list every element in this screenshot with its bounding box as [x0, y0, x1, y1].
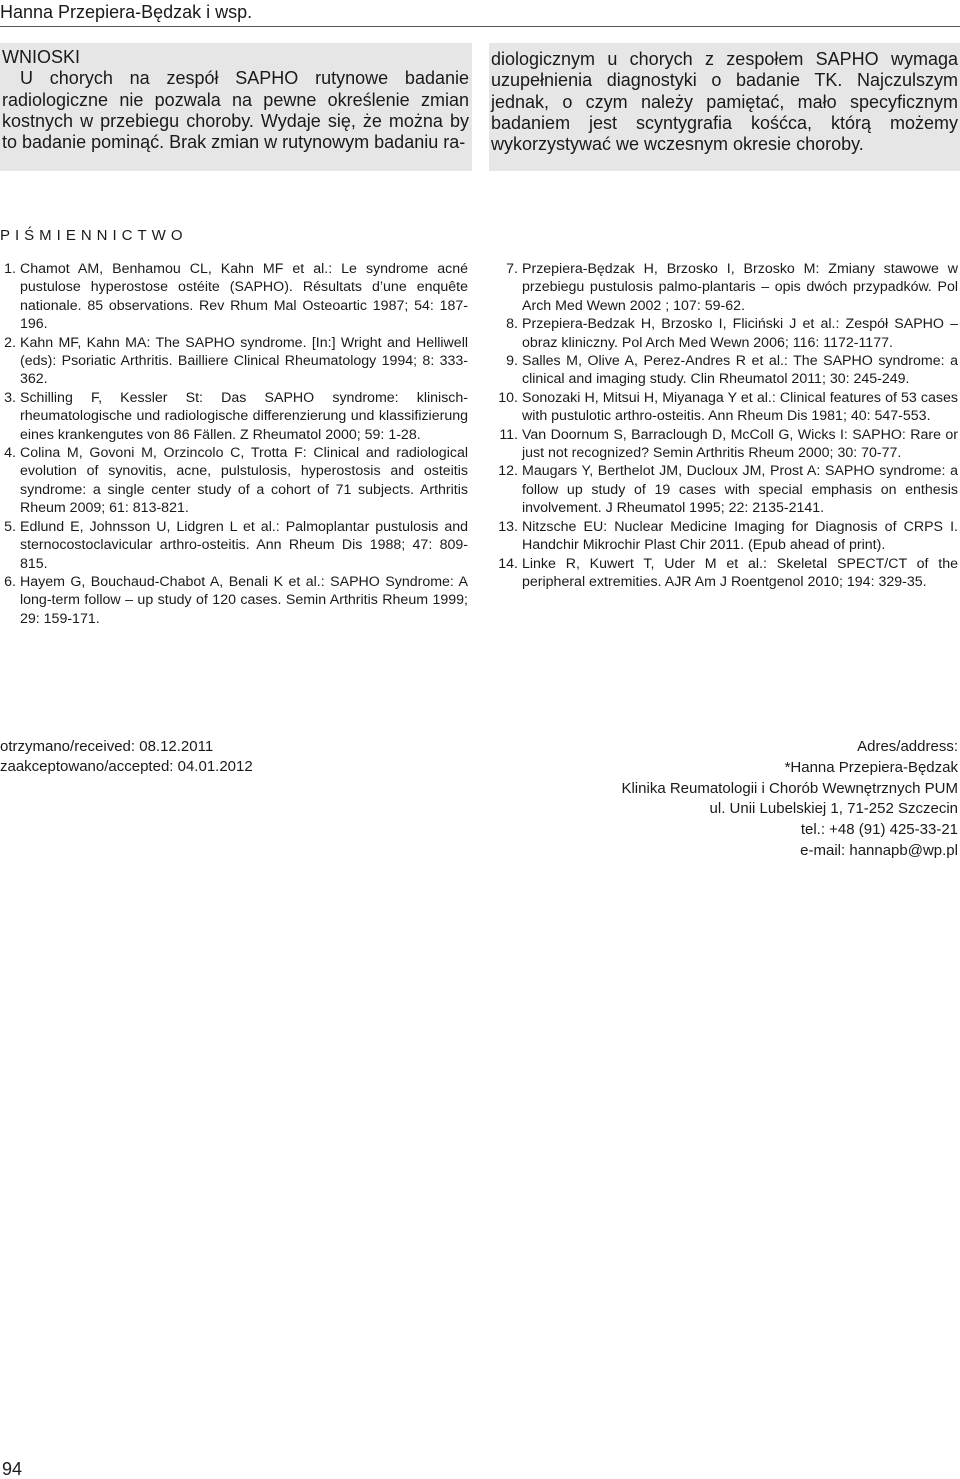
reference-text: Schilling F, Kessler St: Das SAPHO syndrome: klinisch-rheumatologische und radiologische differenzierung und klassifizierung eines krankengutes von 86 Fällen. Z Rheumatol 2000; 59: 1-28.	[20, 389, 468, 443]
reference-number: 13.	[498, 518, 518, 535]
reference-text: Przepiera-Bedzak H, Brzosko I, Fliciński J et al.: Zespół SAPHO – obraz kliniczny. Pol Arch Med Wewn 2006; 116: 1172-1177.	[522, 316, 958, 351]
reference-number: 3.	[4, 389, 16, 406]
reference-text: Chamot AM, Benhamou CL, Kahn MF et al.: Le syndrome acné pustulose hyperostose ostéite (SAPHO). Résultats d’une enquête nationale. 85 observations. Rev Rhum Mal Osteoartic 1987; 54: 187-196.	[20, 261, 468, 333]
conclusions-box-right	[489, 43, 960, 171]
correspondence-address	[621, 737, 958, 862]
reference-item	[494, 462, 958, 517]
reference-number: 1.	[4, 261, 16, 277]
references-left-column	[0, 260, 468, 628]
conclusions-heading: WNIOSKI	[2, 47, 81, 67]
submission-dates	[0, 737, 253, 777]
conclusions-right-text: diologicznym u chorych z zespołem SAPHO wymaga uzupełnienia diagnostyki o badanie TK. Najczulszym jednak, o czym należy pamiętać, mało specyficznym badaniem jest scyntygrafia kośćca, którą możemy wykorzystywać we wczesnym okresie choroby.	[491, 49, 958, 155]
references-right-column	[494, 260, 958, 591]
reference-item	[0, 389, 468, 444]
reference-text: Van Doornum S, Barraclough D, McColl G, Wicks I: SAPHO: Rare or just not recognized? Semin Arthritis Rheum 2000; 30: 70-77.	[522, 426, 958, 462]
references-heading: PIŚMIENNICTWO	[0, 227, 188, 244]
reference-text: Edlund E, Johnsson U, Lidgren L et al.: Palmoplantar pustulosis and sternocostoclavicular arthro-osteitis. Ann Rheum Dis 1988; 47: 809-815.	[20, 518, 468, 572]
address-institution: Klinika Reumatologii i Chorób Wewnętrznych PUM	[621, 779, 958, 797]
reference-number: 11.	[499, 426, 518, 443]
reference-text: Nitzsche EU: Nuclear Medicine Imaging for Diagnosis of CRPS I. Handchir Mikrochir Plast Chir 2011. (Epub ahead of print).	[522, 518, 958, 554]
reference-text: Hayem G, Bouchaud-Chabot A, Benali K et al.: SAPHO Syndrome: A long-term follow – up study of 120 cases. Semin Arthritis Rheum 1999; 29: 159-171.	[20, 573, 468, 627]
header-rule	[0, 26, 960, 27]
page-number: 94	[2, 1459, 23, 1479]
reference-number: 7.	[506, 261, 518, 277]
reference-number: 12.	[498, 463, 518, 480]
reference-text: Kahn MF, Kahn MA: The SAPHO syndrome. [In:] Wright and Helliwell (eds): Psoriatic Arthritis. Bailliere Clinical Rheumatology 1994; 8: 333-362.	[20, 334, 468, 388]
reference-number: 6.	[4, 573, 16, 590]
address-email: e-mail: hannapb@wp.pl	[800, 841, 958, 859]
received-date: otrzymano/received: 08.12.2011	[0, 738, 214, 755]
address-name: *Hanna Przepiera-Będzak	[784, 758, 958, 776]
reference-item	[0, 573, 468, 628]
reference-item	[494, 260, 958, 315]
reference-text: Linke R, Kuwert T, Uder M et al.: Skeletal SPECT/CT of the peripheral extremities. AJR Am J Roentgenol 2010; 194: 329-35.	[522, 555, 958, 590]
reference-item	[0, 444, 468, 518]
running-head: Hanna Przepiera-Będzak i wsp.	[0, 2, 253, 22]
reference-text: Maugars Y, Berthelot JM, Ducloux JM, Prost A: SAPHO syndrome: a follow up study of 19 cases with special emphasis on enthesis involvement. J Rheumatol 1995; 22: 2135-2141.	[522, 463, 958, 517]
reference-number: 4.	[4, 445, 16, 462]
address-label: Adres/address:	[857, 738, 958, 755]
reference-item	[494, 352, 958, 389]
reference-number: 5.	[4, 518, 16, 535]
conclusions-left-text: U chorych na zespół SAPHO rutynowe badanie radiologiczne nie pozwala na pewne określenie zmian kostnych w przebiegu choroby. Wydaje się, że można by to badanie pominąć. Brak zmian w rutynowym badaniu ra-	[2, 68, 469, 153]
reference-item	[494, 555, 958, 592]
accepted-date: zaakceptowano/accepted: 04.01.2012	[0, 758, 253, 775]
reference-number: 14.	[498, 555, 518, 572]
address-phone: tel.: +48 (91) 425-33-21	[800, 821, 958, 839]
reference-item	[494, 315, 958, 352]
reference-number: 10.	[498, 389, 518, 406]
reference-text: Sonozaki H, Mitsui H, Miyanaga Y et al.: Clinical features of 53 cases with pustulotic arthro-osteitis. Ann Rheum Dis 1981; 40: 547-553.	[522, 389, 958, 425]
reference-item	[494, 389, 958, 426]
reference-text: Colina M, Govoni M, Orzincolo C, Trotta F: Clinical and radiological evolution of synovitis, acne, pulstulosis, hyperostosis and osteitis syndrome: a single center study of a cohort of 71 subjects. Arthritis Rheum 2009; 61: 813-821.	[20, 445, 468, 517]
reference-number: 9.	[506, 353, 518, 370]
reference-item	[494, 518, 958, 555]
reference-text: Salles M, Olive A, Perez-Andres R et al.: The SAPHO syndrome: a clinical and imaging study. Clin Rheumatol 2011; 30: 245-249.	[522, 353, 958, 388]
reference-number: 2.	[4, 334, 16, 351]
conclusions-box-left	[0, 43, 472, 171]
reference-text: Przepiera-Będzak H, Brzosko I, Brzosko M: Zmiany stawowe w przebiegu pustulosis palmo-plantaris – opis dwóch przypadków. Pol Arch Med Wewn 2002 ; 107: 59-62.	[522, 261, 958, 314]
conclusions-left-paragraph	[0, 43, 472, 153]
reference-item	[0, 518, 468, 573]
reference-item	[494, 426, 958, 463]
reference-item	[0, 334, 468, 389]
address-street: ul. Unii Lubelskiej 1, 71-252 Szczecin	[709, 800, 958, 818]
reference-item	[0, 260, 468, 334]
reference-number: 8.	[506, 316, 518, 333]
